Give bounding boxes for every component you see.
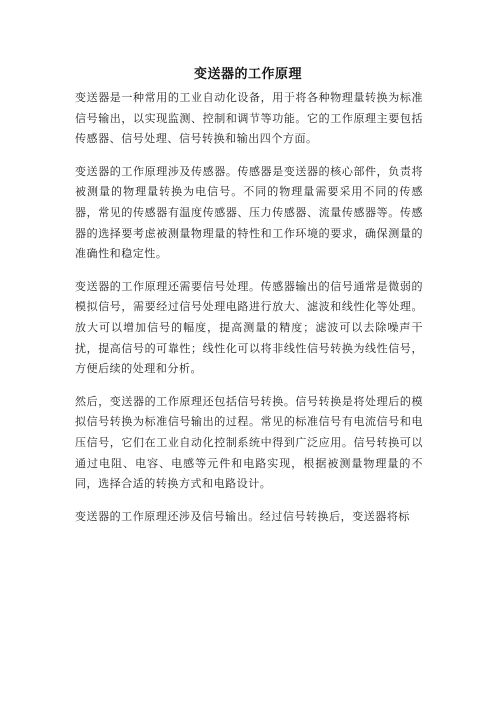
paragraph-2: 变送器的工作原理涉及传感器。传感器是变送器的核心部件，负责将被测量的物理量转换为电信号。不同的物理量需要采用不同的传感器，常见的传感器有温度传感器、压力传感器、流量传感器等。传感器的选择要考虑被测量物理量的特性和工作环境的要求，确保测量的准确性和稳定性。 <box>75 164 423 261</box>
paragraph-1: 变送器是一种常用的工业自动化设备，用于将各种物理量转换为标准信号输出，以实现监测、控制和调节等功能。它的工作原理主要包括传感器、信号处理、信号转换和输出四个方面。 <box>75 91 423 146</box>
paragraph-3: 变送器的工作原理还需要信号处理。传感器输出的信号通常是微弱的模拟信号，需要经过信号处理电路进行放大、滤波和线性化等处理。放大可以增加信号的幅度，提高测量的精度；滤波可以去除噪声干扰，提高信号的可靠性；线性化可以将非线性信号转换为线性信号，方便后续的处理和分析。 <box>75 279 423 376</box>
document-title: 变送器的工作原理 <box>193 67 302 82</box>
document-body <box>75 88 423 539</box>
paragraph-4: 然后，变送器的工作原理还包括信号转换。信号转换是将处理后的模拟信号转换为标准信号输出的过程。常见的标准信号有电流信号和电压信号，它们在工业自动化控制系统中得到广泛应用。信号转换可以通过电阻、电容、电感等元件和电路实现，根据被测量物理量的不同，选择合适的转换方式和电路设计。 <box>75 394 423 491</box>
paragraph-5: 变送器的工作原理还涉及信号输出。经过信号转换后，变送器将标 <box>75 509 410 523</box>
